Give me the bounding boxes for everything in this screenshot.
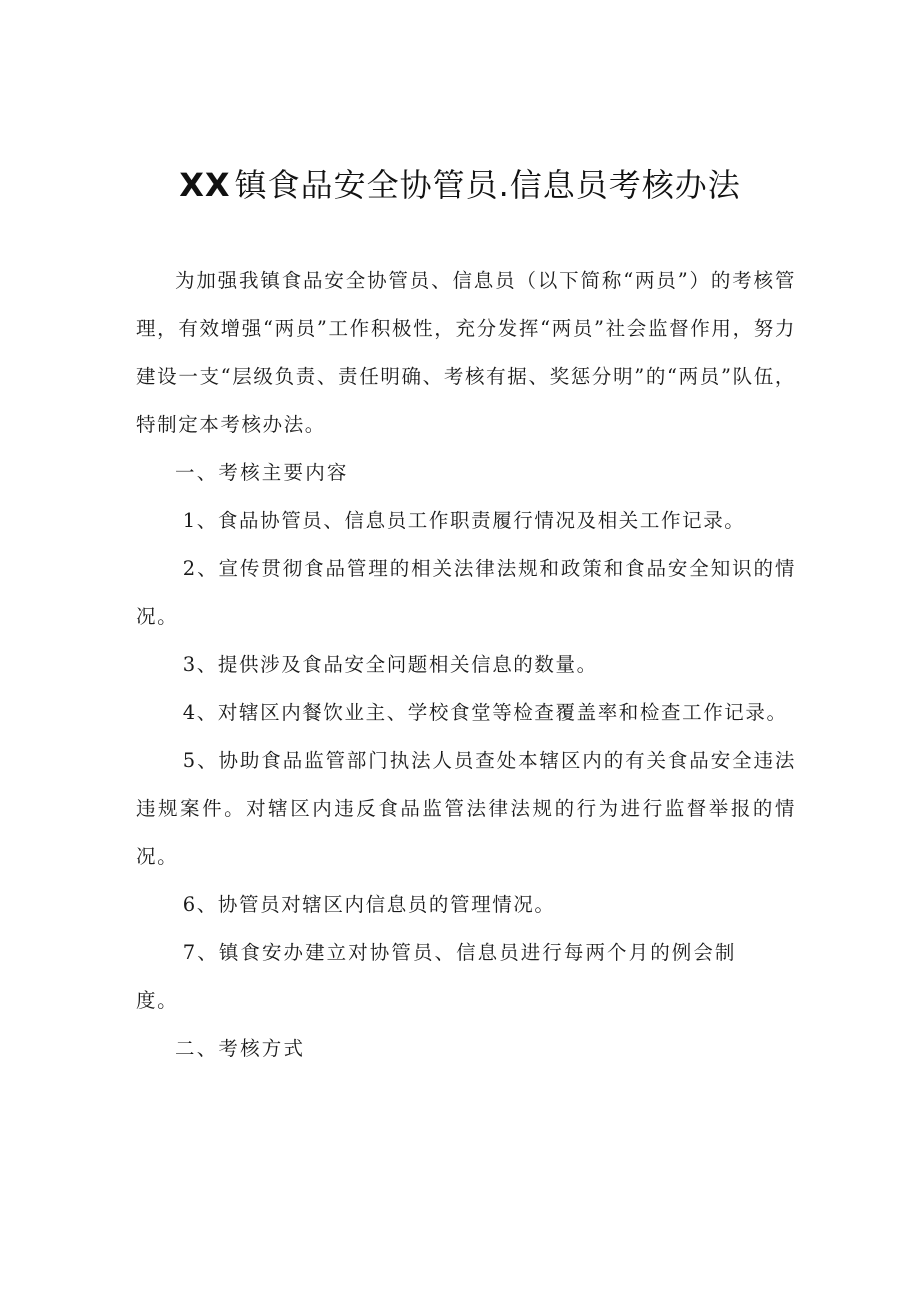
list-item: 2、宣传贯彻食品管理的相关法律法规和政策和食品安全知识的情况。: [136, 557, 796, 628]
list-item: 3、提供涉及食品安全问题相关信息的数量。: [182, 653, 598, 676]
list-item: 4、对辖区内餐饮业主、学校食堂等检查覆盖率和检查工作记录。: [182, 701, 788, 724]
title-prefix: XX: [179, 166, 231, 204]
section-heading-method: 二、考核方式: [175, 1037, 306, 1060]
section-heading-content: 一、考核主要内容: [175, 461, 349, 484]
list-item: 6、协管员对辖区内信息员的管理情况。: [182, 893, 556, 916]
intro-paragraph: 为加强我镇食品安全协管员、信息员（以下简称“两员”）的考核管理，有效增强“两员”工作积极性，充分发挥“两员”社会监督作用，努力建设一支“层级负责、责任明确、考核有据、奖惩分明”的“两员”队伍，特制定本考核办法。: [136, 269, 796, 436]
list-item: 1、食品协管员、信息员工作职责履行情况及相关工作记录。: [182, 509, 746, 532]
document-title: [0, 163, 920, 207]
list-item: 5、协助食品监管部门执法人员查处本辖区内的有关食品安全违法违规案件。对辖区内违反食品监管法律法规的行为进行监督举报的情况。: [136, 749, 796, 868]
document-body: [136, 257, 796, 1073]
title-main: 镇食品安全协管员.信息员考核办法: [234, 166, 741, 204]
list-item: 7、镇食安办建立对协管员、信息员进行每两个月的例会制度。: [136, 941, 736, 1012]
